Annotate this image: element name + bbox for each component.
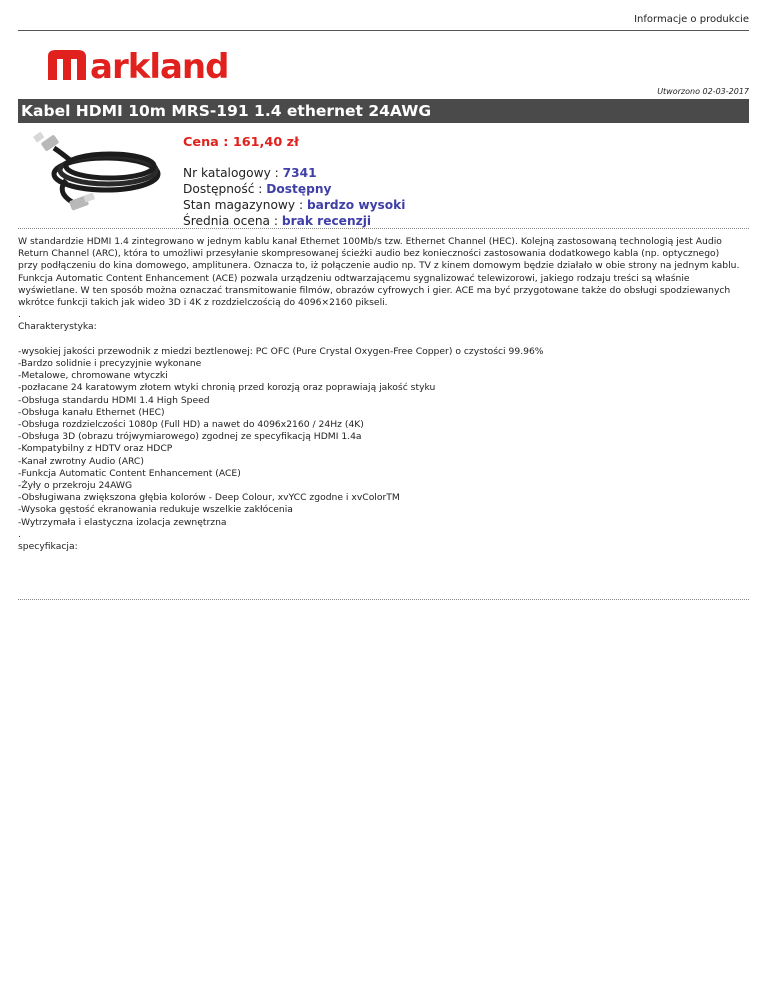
feature-item: -Funkcja Automatic Content Enhancement (ACE) <box>18 467 241 479</box>
markland-logo-graphic <box>44 40 254 84</box>
description-line: W standardzie HDMI 1.4 zintegrowano w jednym kablu kanał Ethernet 100Mb/s tzw. Ethernet Channel (HEC). Kolejną zastosowaną technologią jest Audio <box>18 236 722 247</box>
product-info <box>183 135 405 229</box>
stock-label: Stan magazynowy : <box>183 198 307 212</box>
rating-label: Średnia ocena : <box>183 214 282 228</box>
hdmi-cable-icon <box>26 130 166 222</box>
feature-item: -Wysoka gęstość ekranowania redukuje wszelkie zakłócenia <box>18 504 293 516</box>
document-label: Informacje o produkcie <box>634 14 749 25</box>
product-image <box>26 130 166 222</box>
product-title: Kabel HDMI 10m MRS-191 1.4 ethernet 24AWG <box>18 99 749 123</box>
top-header <box>18 14 749 31</box>
feature-item: -Żyły o przekroju 24AWG <box>18 480 133 492</box>
feature-item: -Kanał zwrotny Audio (ARC) <box>18 455 144 467</box>
availability-value: Dostępny <box>266 182 332 196</box>
feature-item: -Obsługiwana zwiększona głębia kolorów - Deep Colour, xvYCC zgodne i xvColorTM <box>18 492 400 504</box>
description-line: przy podłączeniu do kina domowego, amplitunera. Oznacza to, iż połączenie audio np. TV z kinem domowym będzie działało w obie strony na jednym kablu. <box>18 260 740 272</box>
features-heading: Charakterystyka: <box>18 321 97 333</box>
svg-text:arkland: arkland <box>90 47 229 84</box>
description-line: wkrótce funkcji takich jak wideo 3D i 4K z rozdzielczością do 4096×2160 pikseli. <box>18 297 388 309</box>
created-date: Utworzono 02-03-2017 <box>657 87 749 96</box>
catalog-number-value: 7341 <box>282 166 317 180</box>
feature-item: -Bardzo solidnie i precyzyjnie wykonane <box>18 358 202 370</box>
description-line: Funkcja Automatic Content Enhancement (ACE) pozwala urządzeniu odtwarzającemu sygnalizować telewizorowi, jakiego rodzaju treści są właśnie <box>18 272 690 284</box>
feature-item: -Obsługa standardu HDMI 1.4 High Speed <box>18 394 210 406</box>
specification-heading: specyfikacja: <box>18 541 78 553</box>
feature-item: -Obsługa 3D (obrazu trójwymiarowego) zgodnej ze specyfikacją HDMI 1.4a <box>18 431 362 443</box>
markland-logo <box>44 40 254 84</box>
feature-item: -Kompatybilny z HDTV oraz HDCP <box>18 443 173 455</box>
description-line: . <box>18 309 21 321</box>
feature-item: -Metalowe, chromowane wtyczki <box>18 370 168 382</box>
divider-top <box>18 228 749 229</box>
feature-item: . <box>18 528 21 540</box>
catalog-number-label: Nr katalogowy : <box>183 166 283 180</box>
catalog-number-row <box>183 165 405 181</box>
rating-row <box>183 213 405 229</box>
description-line: wyświetlane. W ten sposób można oznaczać transmitowanie filmów, obrazów cyfrowych i gier. ACE ma być przygotowane także do obsługi spodziewanych <box>18 284 731 296</box>
feature-item: -Wytrzymała i elastyczna izolacja zewnętrzna <box>18 516 227 528</box>
feature-item: -pozłacane 24 karatowym złotem wtyki chronią przed korozją oraz poprawiają jakość styku <box>18 382 436 394</box>
spacer <box>18 334 749 346</box>
availability-row <box>183 181 405 197</box>
stock-row <box>183 197 405 213</box>
availability-label: Dostępność : <box>183 182 267 196</box>
rating-value: brak recenzji <box>281 214 372 228</box>
feature-item: -wysokiej jakości przewodnik z miedzi beztlenowej: PC OFC (Pure Crystal Oxygen-Free Copper) o czystości 99.96% <box>18 345 544 357</box>
product-price: Cena : 161,40 zł <box>183 135 299 150</box>
stock-value: bardzo wysoki <box>306 198 406 212</box>
feature-item: -Obsługa rozdzielczości 1080p (Full HD) a nawet do 4096x2160 / 24Hz (4K) <box>18 419 364 431</box>
description-line: Return Channel (ARC), która to umożliwi przesyłanie skompresowanej ścieżki audio bez konieczności zastosowania dodatkowego kabla (np. optycznego) <box>18 248 720 260</box>
divider-bottom <box>18 599 749 600</box>
feature-item: -Obsługa kanału Ethernet (HEC) <box>18 406 165 418</box>
product-description <box>18 236 749 553</box>
